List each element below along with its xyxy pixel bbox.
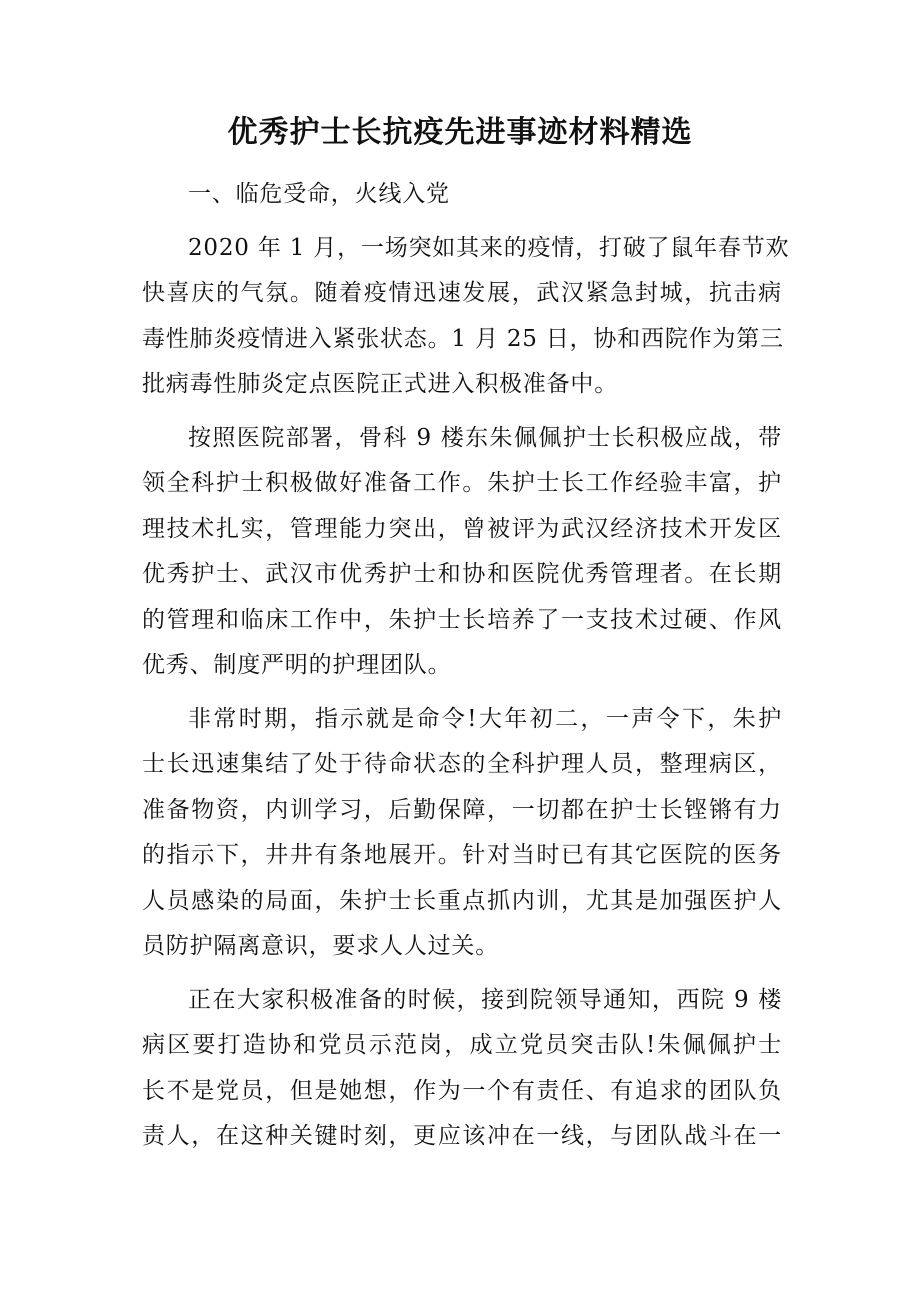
paragraph-line: 批病毒性肺炎定点医院正式进入积极准备中。: [142, 371, 618, 397]
paragraph-line: 领全科护士积极做好准备工作。朱护士长工作经验丰富，护: [142, 470, 782, 496]
paragraph-line: 优秀、制度严明的护理团队。: [142, 652, 452, 678]
paragraph-line: 准备物资，内训学习，后勤保障，一切都在护士长铿锵有力: [142, 796, 782, 823]
paragraph-4: [142, 978, 782, 1160]
paragraph-line: 病区要打造协和党员示范岗，成立党员突击队!朱佩佩护士: [142, 1032, 782, 1058]
paragraph-line: 2020 年 1 月，一场突如其来的疫情，打破了鼠年春节欢: [188, 234, 790, 261]
paragraph-line: 长不是党员，但是她想，作为一个有责任、有追求的团队负: [142, 1077, 782, 1104]
paragraph-line: 非常时期，指示就是命令!大年初二，一声令下，朱护: [188, 705, 782, 732]
paragraph-line: 毒性肺炎疫情进入紧张状态。1 月 25 日，协和西院作为第三: [142, 325, 784, 352]
paragraph-line: 人员感染的局面，朱护士长重点抓内训，尤其是加强医护人: [142, 887, 782, 914]
paragraph-2: [142, 416, 782, 689]
paragraph-line: 正在大家积极准备的时候，接到院领导通知，西院 9 楼: [188, 986, 782, 1013]
document-body: [142, 172, 790, 1168]
paragraph-line: 快喜庆的气氛。随着疫情迅速发展，武汉紧急封城，抗击病: [142, 280, 782, 306]
paragraph-line: 优秀护士、武汉市优秀护士和协和医院优秀管理者。在长期: [142, 561, 782, 587]
section-heading: 一、临危受命，火线入党: [188, 181, 450, 207]
paragraph-1: [142, 226, 790, 408]
paragraph-line: 士长迅速集结了处于待命状态的全科护理人员，整理病区，: [142, 751, 782, 777]
paragraph-3: [142, 697, 782, 970]
paragraph-line: 责人，在这种关键时刻，更应该冲在一线，与团队战斗在一: [142, 1123, 782, 1149]
paragraph-line: 的指示下，井井有条地展开。针对当时已有其它医院的医务: [142, 842, 782, 868]
paragraph-line: 理技术扎实，管理能力突出，曾被评为武汉经济技术开发区: [142, 515, 782, 542]
paragraph-line: 的管理和临床工作中，朱护士长培养了一支技术过硬、作风: [142, 606, 782, 633]
paragraph-line: 按照医院部署，骨科 9 楼东朱佩佩护士长积极应战，带: [188, 424, 782, 451]
document-title: 优秀护士长抗疫先进事迹材料精选: [227, 115, 693, 150]
paragraph-line: 员防护隔离意识，要求人人过关。: [142, 933, 499, 959]
